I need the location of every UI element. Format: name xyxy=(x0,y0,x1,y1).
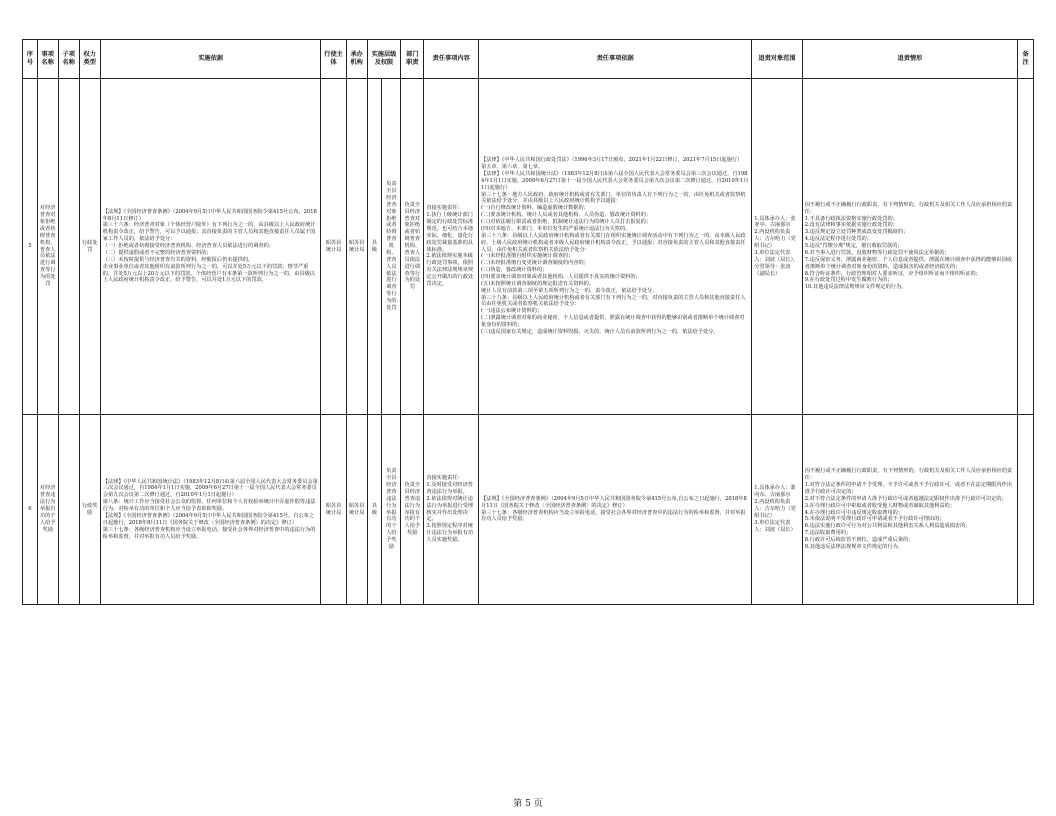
header-org: 承办机构 xyxy=(346,40,367,79)
table-row xyxy=(23,415,1034,605)
cell-evidence: 【法规】《全国经济普查条例》（2004年9月5日中华人民共和国国务院令第415号公布,自公布之日起施行，2018年8月11日《国务院关于修改〈全国经济普查条例〉的决定》修订） 第三十七条：各级经济普查机构应当设立举报电话，接受社会各界对经济普查中的违法行为的检举和监督，并对举报有功人员给予奖励。 xyxy=(479,415,752,605)
cell-duty-b: 负责全县经济普查违法行为举报有功的个人给予奖励 xyxy=(401,415,424,605)
header-targets: 追责对象范围 xyxy=(752,40,802,79)
cell-targets: 1.具体承办人：萧向东、古丽那尔 2.内设机构负责人：吉尔哈力（党组书记） 3.单位法定代表人：刘波（局长） xyxy=(752,415,802,605)
cell-org: 昭苏县统计局 xyxy=(346,79,367,415)
cell-type: 行政奖励 xyxy=(79,415,100,605)
header-row xyxy=(23,40,1034,79)
cell-basis: 【法律】《中华人民共和国统计法》（1983年12月8日由第六届全国人民代表大会常务委员会第三次会议通过，自1984年1月1日实施，2009年6月27日第十一届全国人民代表大会常务委员会第九次会议第二次修订通过，自2010年1月1日起施行） 第八条：统计工作应当接受社会公众的监督。任何单位和个人有权检举统计中弄虚作假等违法行为。对检举有功的单位和个人应当给予表彰和奖励。 【法规】《全国经济普查条例》（2004年9月5日中华人民共和国国务院令第415号，自公布之日起施行，2018年8月11日《国务院关于修改〈全国经济普查条例〉的决定》修订） 第三十七条：各级经济普查机构应当设立举报电话，接受社会各界对经济普查中的违法行为的检举和监督，并对举报有功人员给予奖励。 xyxy=(100,415,321,605)
cell-no: 6 xyxy=(23,415,38,605)
cell-content: 直接实施责任： 1.执行上级统计部门制定的行政处罚标准规范，也可结合本地实际，细化、量化行政处罚裁量基准的具体标准。 2.依法依规实施本级行政处罚事项，依照有关法律法规规章规定公开做出的行政处罚决定。 xyxy=(424,79,479,415)
cell-org: 昭苏县统计局 xyxy=(346,415,367,605)
header-subject: 行使主体 xyxy=(321,40,346,79)
header-level: 实施层级及权限 xyxy=(367,40,401,79)
cell-duty-a: 负责全县经济普查对象拒绝或者妨碍普查机构、普查人员依法进行调查等行为的处罚 xyxy=(382,79,401,415)
header-basis: 实施依据 xyxy=(100,40,321,79)
cell-situations: 因不履行或不正确履行行政职责，有下列情形的，行政机关及相关工作人员应承担相应的责任： 1.不具备行政执法资格实施行政处罚的； 2.没有法律和事实依据实施行政处罚的； 3.违反规定设立处罚种类或改变处罚幅度的； 4.违反法定程序进行处罚的； 5.违反"罚缴分离"规定，擅自收取罚款的； 6.对当事人进行罚款，没收财物等行政处罚不使用法定单据的； 7.违反保密义务，泄露商业秘密、个人信息或者提供、泄露在统计调查中获得的能够识别或者推断单个统计调查对象身份的资料，造成损害的或者经济损失的； 8.符合听证条件，行政管理相对人要求听证，应予组织听证而不组织听证的； 9.在行政处罚过程中发生腐败行为的； 10.其他违反法律法规规章文件规定的行为。 xyxy=(802,79,1017,415)
cell-level: 县级 xyxy=(367,415,382,605)
cell-note xyxy=(1018,79,1034,415)
cell-subject: 昭苏县统计局 xyxy=(321,415,346,605)
cell-no: 5 xyxy=(23,79,38,415)
cell-basis: 【法规】《全国经济普查条例》（2004年9月5日中华人民共和国国务院令第415号公布，2018年8月11日修订） 第三十六条：经济普查对象（个体经营户除外）有下列行为之一的，由县级以上人民政府统计机构责令改正，给予警告，可以予以通报；其直接负责的主管人员和其他直接责任人员属于国家工作人员的，依法给予处分： （一）拒绝或者妨碍接受经济普查机构、经济普查人员依法进行的调查的； （二）提供虚假或者不完整的经济普查资料的； （三）未按时提供与经济普查有关的资料，经催报后仍未提供的。 企业事业单位或者其他组织有前款所列行为之一的，可以并处5万元以下的罚款；情节严重的，并处5万元以上20万元以下的罚款。个体经营户有本条第一款所列行为之一的，由县级以上人民政府统计机构责令改正，给予警告，可以并处1万元以下的罚款。 xyxy=(100,79,321,415)
header-evidence: 责任事项依据 xyxy=(479,40,752,79)
cell-duty-a: 负责全县经济普查违法行为举报有功的个人给予奖励 xyxy=(382,415,401,605)
table-row xyxy=(23,79,1034,415)
cell-content: 直接实施责任： 1.及时接受对经济普查违法行为举报。 2.依法依规对统计违法行为举报进行受理核实并作出处理决定。 3.按照规定程序对统计违法行为举报有功人员实施奖励。 xyxy=(424,415,479,605)
cell-level: 县级 xyxy=(367,79,382,415)
header-no: 序号 xyxy=(23,40,38,79)
header-name: 事项名称 xyxy=(37,40,58,79)
header-duty: 部门职责 xyxy=(401,40,424,79)
responsibility-table xyxy=(22,39,1034,605)
cell-name: 对经济普查对象拒绝或者妨碍普查机构、普查人员依法进行调查等行为的处罚 xyxy=(37,79,58,415)
page-number: 第 5 页 xyxy=(513,799,543,809)
cell-type: 行政处罚 xyxy=(79,79,100,415)
header-situations: 追责情形 xyxy=(802,40,1017,79)
header-note: 备注 xyxy=(1018,40,1034,79)
header-sub: 子项名称 xyxy=(58,40,79,79)
cell-subject: 昭苏县统计局 xyxy=(321,79,346,415)
cell-name: 对经济普查违法行为举报有功的个人给予奖励 xyxy=(37,415,58,605)
cell-sub xyxy=(58,415,79,605)
cell-situations: 因不履行或不正确履行行政职责，有下列情形的，行政机关及相关工作人员应承担相应的责任： 1.对符合法定条件的申请不予受理、不予许可或者不予行政许可，或者不在法定期限内作出准予行政许可决定的； 2.对不符合法定条件的申请人准予行政许可或者超越法定职权作出准予行政许可决定的； 3.在办理行政许可中索取或者收受他人财物或者谋取其他利益的； 4.在办理行政许可中违反规定收取费用的； 5.未依法说明不受理行政许可申请或者不予行政许可理由的； 6.违法实施行政许可行为对公共利益和其他利害关系人利益造成损害的； 7.违法收取费用的； 8.行政许可后续监管不到位，造成严重后果的； 9.其他违反法律法规规章文件规定的行为。 xyxy=(802,415,1017,605)
cell-targets: 1.具体承办人：张亚亭、古丽那尔 2.内设机构负责人：吉尔哈力（党组书记） 3.单位法定代表人：刘波（局长）、分管领导：张涛（副局长） xyxy=(752,79,802,415)
cell-note xyxy=(1018,415,1034,605)
cell-evidence: 【法律】《中华人民共和国行政处罚法》（1996年3月17日颁布，2021年1月22日修订，2021年7月15日起施行） 第五章、第六章、第七章。 【法律】《中华人民共和国统计法》（1983年12月8日由第六届全国人民代表大会常务委员会第三次会议通过，自1984年1月1日实施，2009年6月27日第十一届全国人民代表大会常务委员会第九次会议第二次修订通过，自2010年1月1日起施行） 第三十七条：地方人民政府、政府统计机构或者有关部门、单位的负责人有下列行为之一的，由任免机关或者监察机关依法给予处分，并由县级以上人民政府统计机构予以通报： (一)自行修改统计资料、编造虚假统计数据的； (二)要求统计机构、统计人员或者其他机构、人员伪造、篡改统计资料的； (三)对依法履行职责或者拒绝、抵制统计违法行为的统计人员打击报复的； (四)对本地方、本部门、本单位发生的严重统计违法行为失察的。 第三十八条：县级以上人民政府统计机构或者有关部门在组织实施统计调查活动中有下列行为之一的，由本级人民政府、上级人民政府统计机构或者本级人民政府统计机构责令改正，予以通报；对直接负责的主管人员和其他直接责任人员，由任免机关或者监察机关依法给予处分： (一)未经批准擅自组织实施统计调查的； (二)未经批准擅自变更统计调查制度的内容的； (三)伪造、篡改统计资料的； (四)要求统计调查对象或者其他机构、人员提供不真实的统计资料的； (五)未按照统计调查制度的规定报送有关资料的。 统计人员有前款第三项至第五项所列行为之一的，责令改正，依法给予处分。 第三十九条：县级以上人民政府统计机构或者有关部门有下列行为之一的，对直接负责的主管人员和其他直接责任人员由任免机关或者监察机关依法给予处分： (一)违法公布统计资料的； (二)泄露统计调查对象的商业秘密、个人信息或者提供、泄露在统计调查中获得的能够识别或者推断单个统计调查对象身份的资料的； (三)违反国家有关规定，造成统计资料毁损、灭失的。统计人员有前款所列行为之一的，依法给予处分。 xyxy=(479,79,752,415)
cell-sub xyxy=(58,79,79,415)
cell-duty-b: 负责全县经济普查对象拒绝或者妨碍普查机构、普查人员依法进行调查等行为的处罚 xyxy=(401,79,424,415)
header-content: 责任事项内容 xyxy=(424,40,479,79)
header-type: 权力类型 xyxy=(79,40,100,79)
